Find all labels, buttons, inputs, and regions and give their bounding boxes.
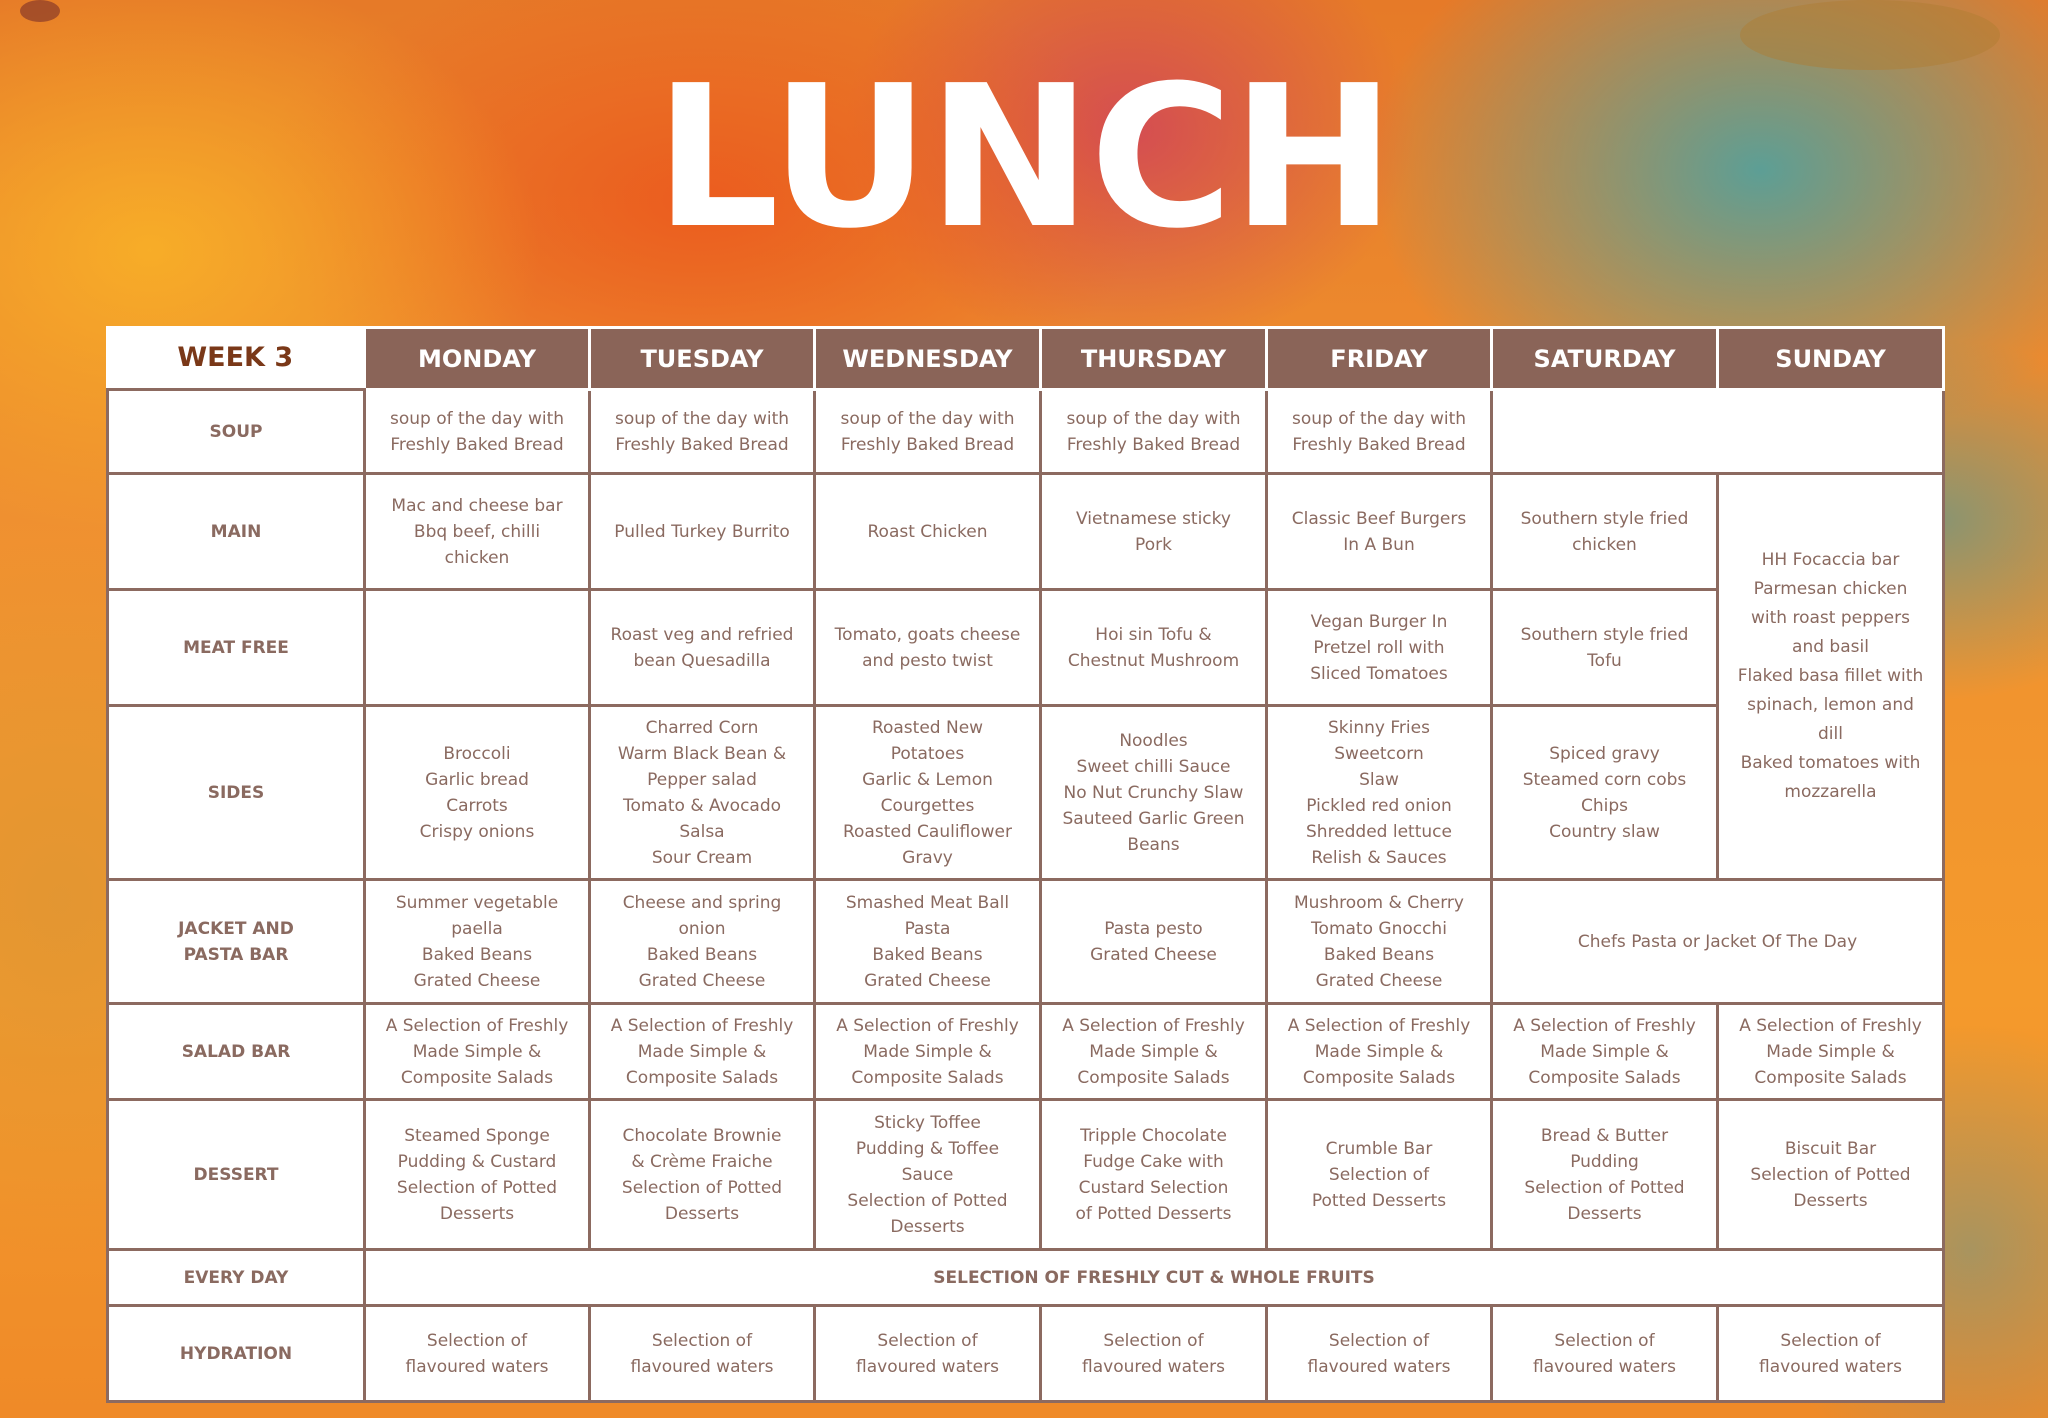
paint-splash: [20, 0, 60, 22]
menu-cell: A Selection of Freshly Made Simple & Composite Salads: [590, 1004, 815, 1100]
menu-cell: A Selection of Freshly Made Simple & Composite Salads: [815, 1004, 1041, 1100]
menu-cell: Hoi sin Tofu & Chestnut Mushroom: [1041, 590, 1267, 706]
table-row-sides: [108, 706, 1944, 880]
menu-cell-sunday-main: HH Focaccia bar Parmesan chicken with roast peppers and basil Flaked basa fillet with spinach, lemon and dill Baked tomatoes with mozzarella: [1718, 474, 1944, 880]
row-label-every-day: EVERY DAY: [108, 1250, 365, 1306]
menu-cell: soup of the day with Freshly Baked Bread: [1041, 390, 1267, 474]
table-row-dessert: [108, 1100, 1944, 1250]
menu-cell: soup of the day with Freshly Baked Bread: [1267, 390, 1492, 474]
day-header-sunday: SUNDAY: [1718, 328, 1944, 390]
menu-cell: Skinny Fries Sweetcorn Slaw Pickled red onion Shredded lettuce Relish & Sauces: [1267, 706, 1492, 880]
row-label-sides: SIDES: [108, 706, 365, 880]
menu-cell: Broccoli Garlic bread Carrots Crispy onions: [365, 706, 590, 880]
table-header-row: [108, 328, 1944, 390]
menu-cell: Southern style fried Tofu: [1492, 590, 1718, 706]
menu-cell: Mac and cheese bar Bbq beef, chilli chicken: [365, 474, 590, 590]
menu-cell: soup of the day with Freshly Baked Bread: [590, 390, 815, 474]
row-label-dessert: DESSERT: [108, 1100, 365, 1250]
table-row-hydration: [108, 1306, 1944, 1402]
lunch-menu-table: [106, 326, 1945, 1403]
menu-cell: A Selection of Freshly Made Simple & Composite Salads: [1718, 1004, 1944, 1100]
menu-cell: Charred Corn Warm Black Bean & Pepper salad Tomato & Avocado Salsa Sour Cream: [590, 706, 815, 880]
menu-cell: Selection of flavoured waters: [1492, 1306, 1718, 1402]
menu-cell-empty: [1492, 390, 1944, 474]
menu-cell: Roast Chicken: [815, 474, 1041, 590]
menu-cell: Selection of flavoured waters: [1718, 1306, 1944, 1402]
menu-cell: Tripple Chocolate Fudge Cake with Custard Selection of Potted Desserts: [1041, 1100, 1267, 1250]
menu-cell: Classic Beef Burgers In A Bun: [1267, 474, 1492, 590]
row-label-soup: SOUP: [108, 390, 365, 474]
table-row-meat-free: [108, 590, 1944, 706]
day-header-wednesday: WEDNESDAY: [815, 328, 1041, 390]
menu-cell: Tomato, goats cheese and pesto twist: [815, 590, 1041, 706]
menu-cell: Biscuit Bar Selection of Potted Desserts: [1718, 1100, 1944, 1250]
menu-cell: Selection of flavoured waters: [365, 1306, 590, 1402]
row-label-hydration: HYDRATION: [108, 1306, 365, 1402]
menu-cell: Vietnamese sticky Pork: [1041, 474, 1267, 590]
menu-cell: A Selection of Freshly Made Simple & Composite Salads: [1492, 1004, 1718, 1100]
table-row-main: [108, 474, 1944, 590]
week-label: WEEK 3: [108, 328, 365, 390]
row-label-salad-bar: SALAD BAR: [108, 1004, 365, 1100]
menu-cell-weekend-jacket: Chefs Pasta or Jacket Of The Day: [1492, 880, 1944, 1004]
menu-cell: Selection of flavoured waters: [1267, 1306, 1492, 1402]
menu-cell: Roasted New Potatoes Garlic & Lemon Courgettes Roasted Cauliflower Gravy: [815, 706, 1041, 880]
table-row-jacket-pasta: [108, 880, 1944, 1004]
menu-cell: Selection of flavoured waters: [815, 1306, 1041, 1402]
day-header-tuesday: TUESDAY: [590, 328, 815, 390]
menu-cell: A Selection of Freshly Made Simple & Composite Salads: [1267, 1004, 1492, 1100]
menu-cell: soup of the day with Freshly Baked Bread: [365, 390, 590, 474]
menu-cell: Pulled Turkey Burrito: [590, 474, 815, 590]
menu-cell: A Selection of Freshly Made Simple & Composite Salads: [1041, 1004, 1267, 1100]
page-title: LUNCH: [654, 44, 1394, 272]
row-label-jacket-pasta: JACKET AND PASTA BAR: [108, 880, 365, 1004]
menu-cell: Chocolate Brownie & Crème Fraiche Selection of Potted Desserts: [590, 1100, 815, 1250]
row-label-main: MAIN: [108, 474, 365, 590]
menu-cell: A Selection of Freshly Made Simple & Composite Salads: [365, 1004, 590, 1100]
menu-cell: Southern style fried chicken: [1492, 474, 1718, 590]
menu-cell: Spiced gravy Steamed corn cobs Chips Country slaw: [1492, 706, 1718, 880]
day-header-thursday: THURSDAY: [1041, 328, 1267, 390]
menu-cell: Bread & Butter Pudding Selection of Potted Desserts: [1492, 1100, 1718, 1250]
menu-cell: Summer vegetable paella Baked Beans Grated Cheese: [365, 880, 590, 1004]
day-header-saturday: SATURDAY: [1492, 328, 1718, 390]
every-day-fruits: SELECTION OF FRESHLY CUT & WHOLE FRUITS: [365, 1250, 1944, 1306]
menu-cell: Sticky Toffee Pudding & Toffee Sauce Selection of Potted Desserts: [815, 1100, 1041, 1250]
table-row-soup: [108, 390, 1944, 474]
menu-cell: Roast veg and refried bean Quesadilla: [590, 590, 815, 706]
menu-cell: Noodles Sweet chilli Sauce No Nut Crunchy Slaw Sauteed Garlic Green Beans: [1041, 706, 1267, 880]
menu-cell: Smashed Meat Ball Pasta Baked Beans Grated Cheese: [815, 880, 1041, 1004]
menu-cell: Selection of flavoured waters: [1041, 1306, 1267, 1402]
day-header-friday: FRIDAY: [1267, 328, 1492, 390]
table-row-salad-bar: [108, 1004, 1944, 1100]
day-header-monday: MONDAY: [365, 328, 590, 390]
menu-cell: Vegan Burger In Pretzel roll with Sliced Tomatoes: [1267, 590, 1492, 706]
menu-cell: Crumble Bar Selection of Potted Desserts: [1267, 1100, 1492, 1250]
menu-cell: Mushroom & Cherry Tomato Gnocchi Baked Beans Grated Cheese: [1267, 880, 1492, 1004]
menu-cell-empty: [365, 590, 590, 706]
menu-cell: Selection of flavoured waters: [590, 1306, 815, 1402]
menu-cell: Pasta pesto Grated Cheese: [1041, 880, 1267, 1004]
row-label-meat-free: MEAT FREE: [108, 590, 365, 706]
table-row-every-day: [108, 1250, 1944, 1306]
menu-cell: Steamed Sponge Pudding & Custard Selection of Potted Desserts: [365, 1100, 590, 1250]
menu-cell: soup of the day with Freshly Baked Bread: [815, 390, 1041, 474]
menu-cell: Cheese and spring onion Baked Beans Grated Cheese: [590, 880, 815, 1004]
